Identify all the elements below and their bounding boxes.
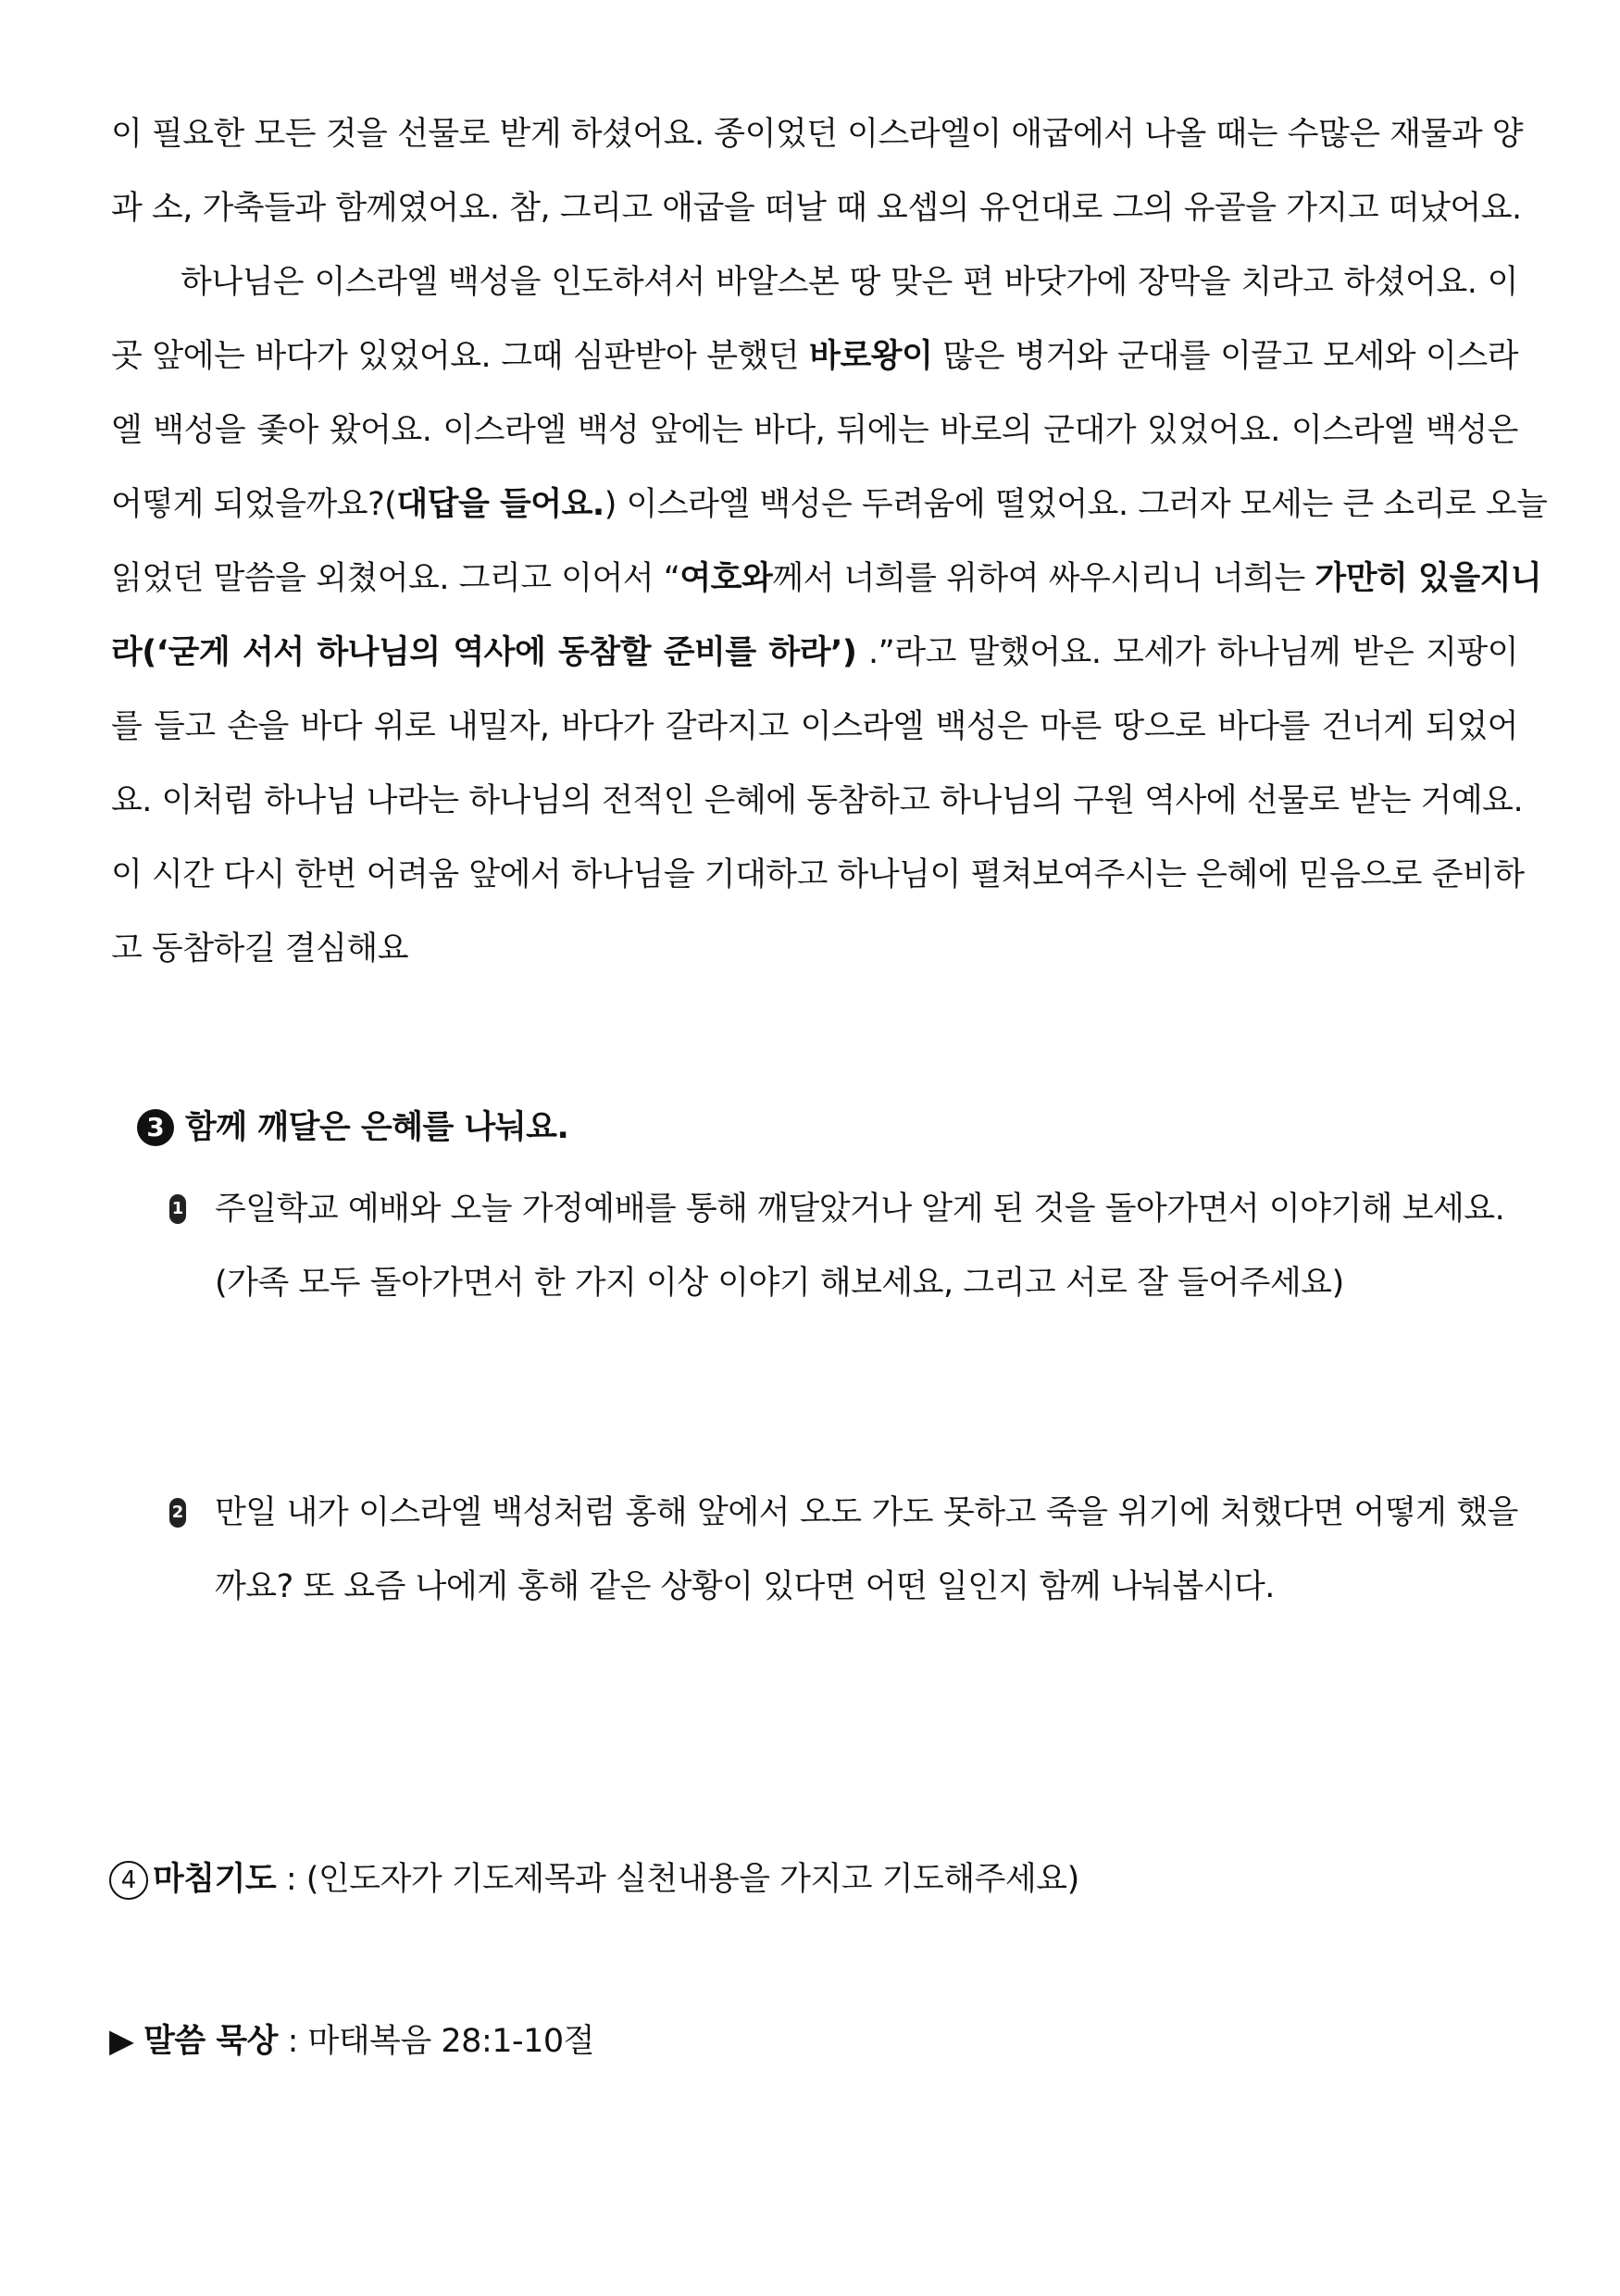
- question2-line-2: 까요? 또 요즘 나에게 홍해 같은 상황이 있다면 어떤 일인지 함께 나눠봅시다.: [215, 1568, 1275, 1605]
- body-text: 곳 앞에는 바다가 있었어요. 그때 심판받아 분했던: [111, 338, 810, 375]
- meditation-text: : 마태복음 28:1-10절: [278, 2023, 594, 2060]
- body-text: 읽었던 말씀을 외쳤어요. 그리고 이어서 “: [111, 560, 680, 597]
- body-line-12: 고 동참하길 결심해요: [111, 930, 409, 967]
- section3-title: 함께 깨달은 은혜를 나눠요.: [185, 1109, 569, 1146]
- body-line-3: 하나님은 이스라엘 백성을 인도하셔서 바알스본 땅 맞은 편 바닷가에 장막을 치라고 하셨어요. 이: [181, 264, 1518, 301]
- question1-marker: 1: [169, 1194, 186, 1224]
- bold-term-lord: 여호와: [679, 560, 773, 597]
- body-line-6: [111, 477, 1548, 532]
- question1-line-1: 주일학교 예배와 오늘 가정예배를 통해 깨달았거나 알게 된 것을 돌아가면서 이야기해 보세요.: [215, 1191, 1505, 1228]
- body-text: 어떻게 되었을까요?(: [111, 486, 397, 523]
- body-line-10: 요. 이처럼 하나님 나라는 하나님의 전적인 은혜에 동참하고 하나님의 구원 역사에 선물로 받는 거예요.: [111, 782, 1524, 819]
- body-line-11: 이 시간 다시 한번 어려움 앞에서 하나님을 기대하고 하나님이 펼쳐보여주시는 은혜에 믿음으로 준비하: [111, 856, 1525, 893]
- section3-number-marker: 3: [137, 1109, 174, 1146]
- body-line-5: 엘 백성을 좇아 왔어요. 이스라엘 백성 앞에는 바다, 뒤에는 바로의 군대가 있었어요. 이스라엘 백성은: [111, 412, 1518, 449]
- question2-line-1: 만일 내가 이스라엘 백성처럼 홍해 앞에서 오도 가도 못하고 죽을 위기에 처했다면 어떻게 했을: [215, 1494, 1518, 1531]
- question2-marker: 2: [169, 1498, 186, 1528]
- body-line-2: 과 소, 가축들과 함께였어요. 참, 그리고 애굽을 떠날 때 요셉의 유언대로 그의 유골을 가지고 떠났어요.: [111, 190, 1522, 227]
- body-line-8: [111, 625, 1518, 680]
- meditation-title: 말씀 묵상: [143, 2023, 278, 2060]
- section4-text: : (인도자가 기도제목과 실천내용을 가지고 기도해주세요): [276, 1861, 1079, 1898]
- section4-line: [153, 1852, 1449, 1907]
- bold-quote: 라(‘굳게 서서 하나님의 역사에 동참할 준비를 하라’): [111, 634, 857, 671]
- body-text: .”라고 말했어요. 모세가 하나님께 받은 지팡이: [856, 634, 1518, 671]
- body-line-4: [111, 329, 1518, 384]
- bold-term-be-still: 가만히 있을지니: [1315, 560, 1542, 597]
- question1-line-2: (가족 모두 돌아가면서 한 가지 이상 이야기 해보세요, 그리고 서로 잘 들어주세요): [215, 1265, 1344, 1302]
- body-line-9: 를 들고 손을 바다 위로 내밀자, 바다가 갈라지고 이스라엘 백성은 마른 땅으로 바다를 건너게 되었어: [111, 708, 1518, 745]
- body-line-7: [111, 551, 1542, 606]
- bold-prompt-answer: 대답을 들어요.: [396, 486, 604, 523]
- meditation-line: [109, 2014, 1405, 2069]
- section4-number-marker: 4: [109, 1861, 148, 1900]
- section4-title: 마침기도: [153, 1861, 277, 1898]
- play-arrow-icon: ▶: [109, 2023, 134, 2060]
- body-text: 많은 병거와 군대를 이끌고 모세와 이스라: [932, 338, 1518, 375]
- bold-term-pharaoh: 바로왕이: [809, 338, 933, 375]
- body-line-1: 이 필요한 모든 것을 선물로 받게 하셨어요. 종이었던 이스라엘이 애굽에서 나올 때는 수많은 재물과 양: [111, 116, 1524, 153]
- body-text: 께서 너희를 위하여 싸우시리니 너희는: [772, 560, 1315, 597]
- body-text: ) 이스라엘 백성은 두려움에 떨었어요. 그러자 모세는 큰 소리로 오늘: [604, 486, 1548, 523]
